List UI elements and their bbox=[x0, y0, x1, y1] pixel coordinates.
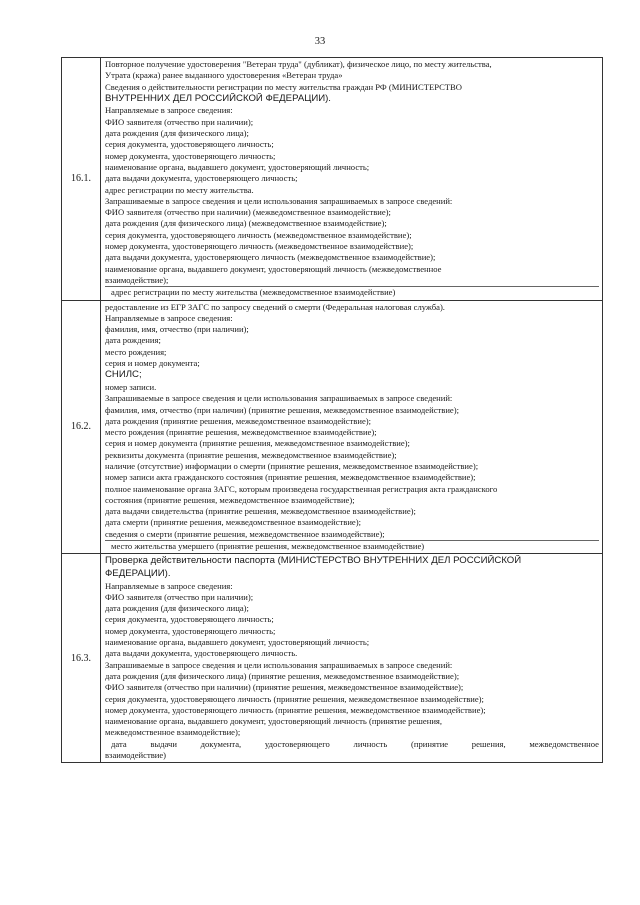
content-line: межведомственное взаимодействие); bbox=[105, 727, 241, 738]
content-line: серия документа, удостоверяющего личность; bbox=[105, 139, 274, 150]
content-line: серия документа, удостоверяющего личность; bbox=[105, 614, 274, 625]
content-line: фамилия, имя, отчество (при наличии) (принятие решения, межведомственное взаимодействие); bbox=[105, 404, 460, 415]
content-line: серия и номер документа; bbox=[105, 358, 200, 369]
content-line: сведения о смерти (принятие решения, межведомственное взаимодействие); bbox=[105, 528, 385, 539]
table-row bbox=[62, 300, 603, 554]
content-line: ФИО заявителя (отчество при наличии) (принятие решения, межведомственное взаимодействие); bbox=[105, 682, 464, 693]
content-line: наименование органа, выдавшего документ, удостоверяющий личность (межведомственное bbox=[105, 263, 442, 274]
content-line: Повторное получение удостоверения "Ветеран труда" (дубликат), физическое лицо, по месту жительства, bbox=[105, 59, 492, 69]
content-line: номер документа, удостоверяющего личность; bbox=[105, 625, 276, 636]
content-line: адрес регистрации по месту жительства. bbox=[105, 184, 254, 195]
content-line: дата выдачи документа, удостоверяющего личность; bbox=[105, 173, 298, 184]
content-line: дата рождения (принятие решения, межведомственное взаимодействие); bbox=[105, 415, 372, 426]
row-number: 16.1. bbox=[62, 58, 101, 301]
content-line: дата рождения (для физического лица); bbox=[105, 603, 249, 614]
content-line: место рождения; bbox=[105, 346, 167, 357]
content-line: Сведения о действительности регистрации по месту жительства граждан РФ (МИНИСТЕРСТВО bbox=[105, 81, 462, 92]
content-line: Запрашиваемые в запросе сведения и цели использования запрашиваемых в запросе сведений: bbox=[105, 195, 453, 206]
content-line: наименование органа, выдавшего документ, удостоверяющий личность; bbox=[105, 161, 370, 172]
content-line: фамилия, имя, отчество (при наличии); bbox=[105, 324, 249, 335]
content-line: место жительства умершего (принятие решения, межведомственное взаимодействие) bbox=[105, 540, 599, 552]
content-line: адрес регистрации по месту жительства (межведомственное взаимодействие) bbox=[105, 286, 599, 298]
content-line: дата выдачи документа, удостоверяющего личность. bbox=[105, 648, 298, 659]
content-line: дата рождения (для физического лица) (принятие решения, межведомственное взаимодействие); bbox=[105, 670, 460, 681]
content-line: номер документа, удостоверяющего личность; bbox=[105, 150, 276, 161]
content-line: СНИЛС; bbox=[105, 369, 142, 381]
content-line: дата рождения (для физического лица) (межведомственное взаимодействие); bbox=[105, 218, 387, 229]
content-line: взаимодействие) bbox=[105, 750, 167, 760]
content-line: серия документа, удостоверяющего личность (межведомственное взаимодействие); bbox=[105, 229, 412, 240]
content-line: Проверка действительности паспорта (МИНИСТЕРСТВО ВНУТРЕННИХ ДЕЛ РОССИЙСКОЙ bbox=[105, 555, 522, 567]
content-line: дата смерти (принятие решения, межведомственное взаимодействие); bbox=[105, 517, 361, 528]
content-line: ВНУТРЕННИХ ДЕЛ РОССИЙСКОЙ ФЕДЕРАЦИИ). bbox=[105, 92, 331, 104]
content-line: Направляемые в запросе сведения: bbox=[105, 312, 233, 323]
row-content bbox=[101, 58, 603, 301]
page-number: 33 bbox=[314, 36, 326, 47]
content-line: место рождения (принятие решения, межведомственное взаимодействие); bbox=[105, 427, 377, 438]
content-line: дата выдачи документа, удостоверяющего личность (принятие решения, межведомственное bbox=[111, 738, 599, 749]
content-line: ФЕДЕРАЦИИ). bbox=[105, 567, 171, 579]
content-line: дата выдачи свидетельства (принятие решения, межведомственное взаимодействие); bbox=[105, 506, 416, 517]
table-row bbox=[62, 554, 603, 763]
content-line: ФИО заявителя (отчество при наличии); bbox=[105, 116, 254, 127]
document-table bbox=[61, 57, 603, 763]
content-line: Утрата (кража) ранее выданного удостоверения «Ветеран труда» bbox=[105, 70, 343, 81]
content-line: наименование органа, выдавшего документ, удостоверяющий личность; bbox=[105, 637, 370, 648]
content-line: дата рождения (для физического лица); bbox=[105, 128, 249, 139]
content-line: редоставление из ЕГР ЗАГС по запросу сведений о смерти (Федеральная налоговая служба). bbox=[105, 301, 445, 312]
content-line: полное наименование органа ЗАГС, которым произведена государственная регистрация акта гражданского bbox=[105, 483, 498, 494]
content-line: серия и номер документа (принятие решения, межведомственное взаимодействие); bbox=[105, 438, 410, 449]
row-content bbox=[101, 300, 603, 554]
content-line: номер документа, удостоверяющего личность (принятие решения, межведомственное взаимодействие); bbox=[105, 704, 486, 715]
table-row bbox=[62, 58, 603, 301]
content-line: наличие (отсутствие) информации о смерти (принятие решения, межведомственное взаимодействие); bbox=[105, 460, 479, 471]
content-line: Направляемые в запросе сведения: bbox=[105, 580, 233, 591]
content-line: ФИО заявителя (отчество при наличии); bbox=[105, 591, 254, 602]
row-number: 16.3. bbox=[62, 554, 101, 763]
content-line: дата рождения; bbox=[105, 335, 161, 346]
content-line: номер записи. bbox=[105, 381, 157, 392]
row-number: 16.2. bbox=[62, 300, 101, 554]
content-line: Запрашиваемые в запросе сведения и цели использования запрашиваемых в запросе сведений: bbox=[105, 393, 453, 404]
content-line: ФИО заявителя (отчество при наличии) (межведомственное взаимодействие); bbox=[105, 207, 391, 218]
content-line: взаимодействие); bbox=[105, 274, 169, 285]
content-line: наименование органа, выдавшего документ, удостоверяющий личность (принятие решения, bbox=[105, 716, 443, 727]
content-line: номер документа, удостоверяющего личность (межведомственное взаимодействие); bbox=[105, 241, 414, 252]
content-line: Запрашиваемые в запросе сведения и цели использования запрашиваемых в запросе сведений: bbox=[105, 659, 453, 670]
content-line: реквизиты документа (принятие решения, межведомственное взаимодействие); bbox=[105, 449, 397, 460]
content-line: номер записи акта гражданского состояния (принятие решения, межведомственное взаимодействие); bbox=[105, 472, 476, 483]
content-line: состояния (принятие решения, межведомственное взаимодействие); bbox=[105, 494, 355, 505]
content-line: дата выдачи документа, удостоверяющего личность (межведомственное взаимодействие); bbox=[105, 252, 436, 263]
content-line: Направляемые в запросе сведения: bbox=[105, 105, 233, 116]
content-line: серия документа, удостоверяющего личность (принятие решения, межведомственное взаимодействие); bbox=[105, 693, 484, 704]
row-content bbox=[101, 554, 603, 763]
